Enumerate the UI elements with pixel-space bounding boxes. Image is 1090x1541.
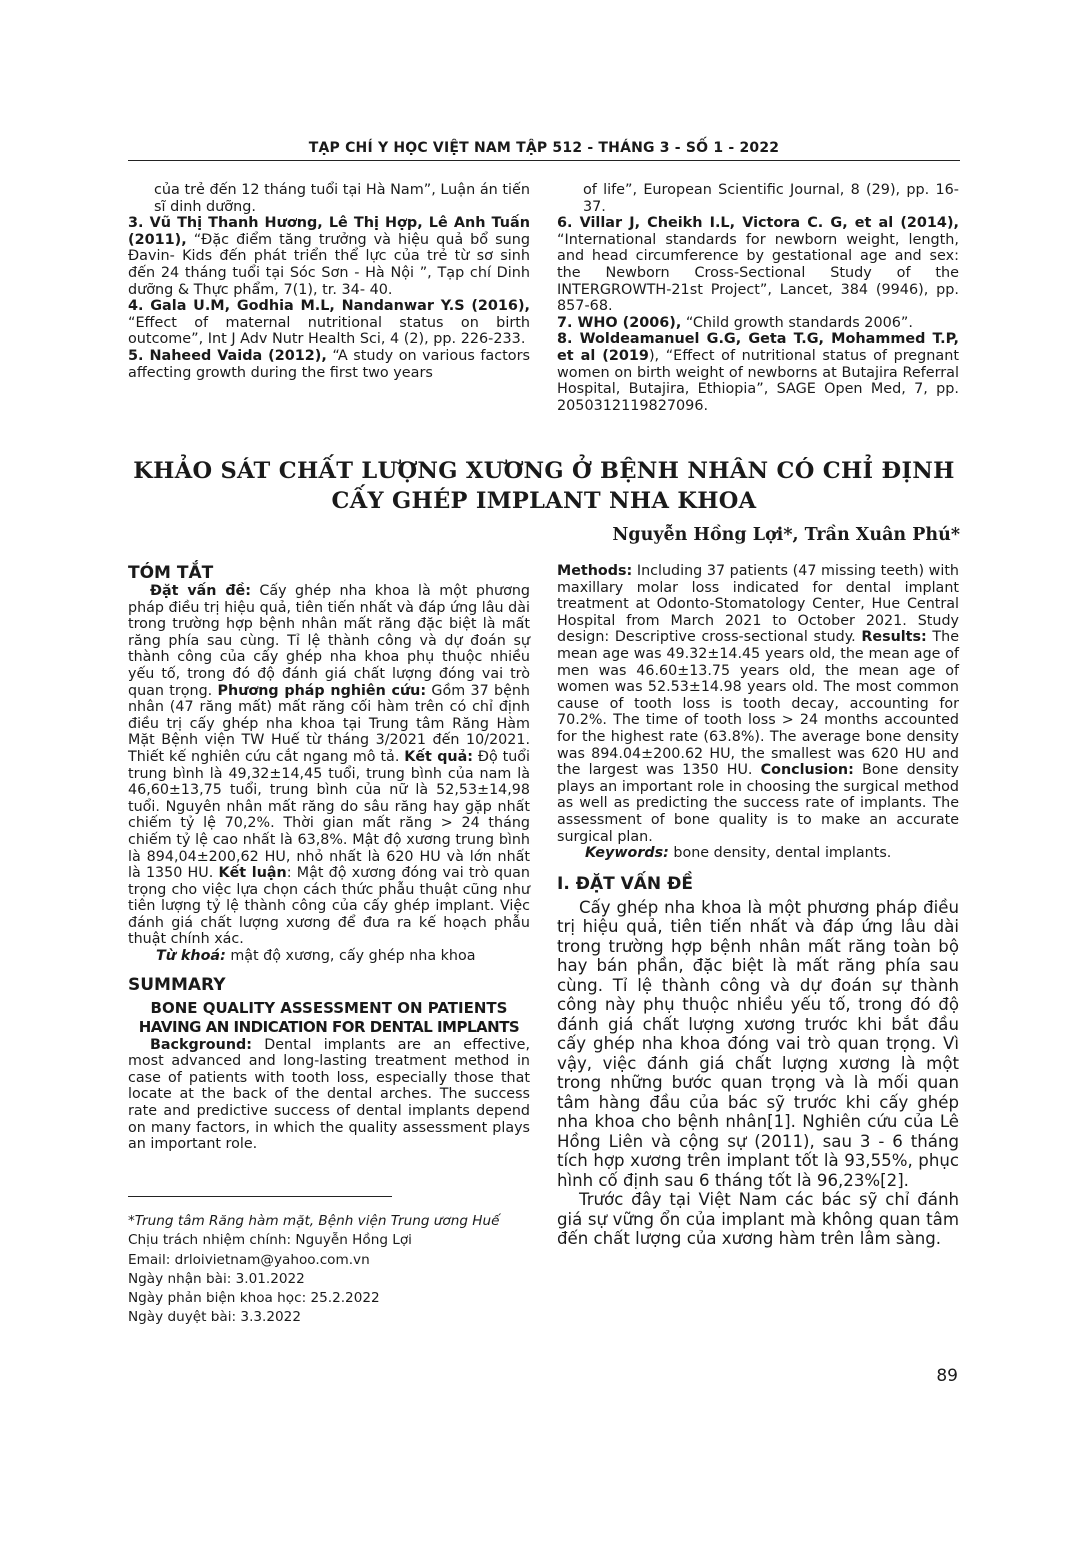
header-divider (128, 160, 960, 161)
footnote-email: Email: drloivietnam@yahoo.com.vn (128, 1251, 370, 1268)
footnote-affiliation: *Trung tâm Răng hàm mặt, Bệnh viện Trung ương Huế (128, 1213, 500, 1229)
summary-title-line: BONE QUALITY ASSESSMENT ON PATIENTS (150, 998, 508, 1017)
abstract-vi-body: Đặt vấn đề: Cấy ghép nha khoa là một phương pháp điều trị hiệu quả, tiên tiến nhất và đáp ứng lâu dài trong trường hợp bệnh nhân mất răng đặc biệt là mất răng phía sau cùng. Tỉ lệ thành công và dự đoán sự thành công của cấy ghép nha khoa phụ thuộc nhiều yếu tố, trong đó độ đánh giá chất lượng đóng vai trò quan trọng. Phương pháp nghiên cứu: Gồm 37 bệnh nhân (47 răng mất) mất răng cối hàm trên có chỉ định điều trị cấy ghép nha khoa tại Trung tâm Răng Hàm Mặt Bệnh viện TW Huế từ tháng 3/2021 đến 10/2021. Thiết kế nghiên cứu cắt ngang mô tả. Kết quả: Độ tuổi trung bình là 49,32±14,45 tuổi, trung bình của nam là 46,60±13,75 tuổi, trung bình của nữ là 52,53±14,98 tuổi. Nguyên nhân mất răng do sâu răng hay gặp nhất chiếm tỷ lệ 70,2%. Thời gian mất răng > 24 tháng chiếm tỷ lệ cao nhất là 63,8%. Mật độ xương trung bình là 894,04±200,62 HU, nhỏ nhất là 620 HU và lớn nhất là 1350 HU. Kết luận: Mật độ xương đóng vai trò quan trọng cho việc lựa chọn cách thức phẫu thuật cũng như tiên lượng tỷ lệ thành công của cấy ghép implant. Việc đánh giá chất lượng xương để đưa ra kế hoạch phẫu thuật chính xác. (128, 583, 530, 948)
article-authors: Nguyễn Hồng Lợi*, Trần Xuân Phú* (612, 525, 960, 545)
summary-heading: SUMMARY (128, 974, 226, 995)
reference-item: 3. Vũ Thị Thanh Hương, Lê Thị Hợp, Lê Anh Tuấn (2011), “Đặc điểm tăng trưởng và hiệu quả bổ sung Đavin- Kids đến phát triển thể lực của trẻ từ sơ sinh đến 24 tháng tuổi tại Sóc Sơn - Hà Nội ”, Tạp chí Dinh dưỡng & Thực phẩm, 7(1), tr. 34- 40. (128, 215, 530, 298)
left-column (128, 563, 530, 1153)
footnote (128, 1212, 500, 1328)
intro-paragraph: Cấy ghép nha khoa là một phương pháp điều trị hiệu quả, tiên tiến nhất và đáp ứng lâu dài trong trường hợp bệnh nhân mất răng toàn bộ hay bán phần, đặc biệt là mất răng phía sau cùng. Tỉ lệ thành công và dự đoán sự thành công này phụ thuộc nhiều yếu tố, trong đó độ đánh giá chất lượng xương trước khi bắt đầu cấy ghép nha khoa đóng vai trò quan trọng. Vì vậy, việc đánh giá chất lượng xương là một trong những bước quan trọng và là mối quan tâm hàng đầu của bác sỹ trước khi cấy ghép nha khoa cho bệnh nhân[1]. Nghiên cứu của Lê Hồng Liên và cộng sự (2011), sau 3 - 6 tháng tích hợp xương trên implant tốt là 93,55%, phục hình cố định sau 6 tháng tốt là 96,23%[2]. (557, 897, 959, 1190)
abstract-heading: TÓM TẮT (128, 563, 214, 583)
footnote-reviewed: Ngày phản biện khoa học: 25.2.2022 (128, 1290, 380, 1307)
page-number: 89 (936, 1366, 958, 1386)
reference-item: 8. Woldeamanuel G.G, Geta T.G, Mohammed T.P, et al (2019), “Effect of nutritional status of pregnant women on birth weight of newborns at Butajira Referral Hospital, Butajira, Ethiopia”, SAGE Open Med, 7, pp. 2050312119827096. (557, 331, 959, 414)
reference-item: 7. WHO (2006), “Child growth standards 2006”. (557, 314, 913, 331)
intro-paragraph: Trước đây tại Việt Nam các bác sỹ chỉ đánh giá sự vững ổn của implant mà không quan tâm đến chất lượng của xương hàm trên lâm sàng. (557, 1190, 959, 1249)
footnote-responsible: Chịu trách nhiệm chính: Nguyễn Hồng Lợi (128, 1232, 412, 1249)
article-title-line: CẤY GHÉP IMPLANT NHA KHOA (331, 488, 757, 514)
reference-item: 6. Villar J, Cheikh I.L, Victora C. G, et al (2014), “International standards for newborn weight, length, and head circumference by gestational age and sex: the Newborn Cross-Sectional Study of the INTERGROWTH-21st Project”, Lancet, 384 (9946), pp. 857-68. (557, 215, 959, 315)
summary-body-part2: Methods: Including 37 patients (47 missing teeth) with maxillary molar loss indicated for dental implant treatment at Odonto-Stomatology Center, Hue Central Hospital from March 2021 to October 2021. Study design: Descriptive cross-sectional study. Results: The mean age was 49.32±14.45 years old, the mean age of men was 46.60±13.75 years old, the mean age of women was 52.53±14.98 years old. The most common cause of tooth loss is tooth decay, accounting for 70.2%. The time of tooth loss > 24 months accounted for the highest rate (63.8%). The average bone density was 894.04±200.62 HU, the smallest was 620 HU and the largest was 1350 HU. Conclusion: Bone density plays an important role in choosing the surgical method as well as predicting the success rate of implants. The assessment of bone quality is to make an accurate surgical plan. (557, 563, 960, 845)
reference-item: 5. Naheed Vaida (2012), “A study on various factors affecting growth during the first two years (128, 347, 530, 381)
footnote-received: Ngày nhận bài: 3.01.2022 (128, 1270, 305, 1287)
footnote-divider (128, 1196, 392, 1197)
summary-title-line: HAVING AN INDICATION FOR DENTAL IMPLANTS (138, 1017, 520, 1036)
prev-references-left (128, 182, 530, 381)
right-column (557, 563, 959, 1249)
reference-continuation: của trẻ đến 12 tháng tuổi tại Hà Nam”, Luận án tiến sĩ dinh dưỡng. (154, 182, 530, 215)
intro-heading: I. ĐẶT VẤN ĐỀ (557, 873, 693, 894)
journal-header: TẠP CHÍ Y HỌC VIỆT NAM TẬP 512 - THÁNG 3 - SỐ 1 - 2022 (308, 140, 780, 156)
prev-references-right (557, 182, 959, 414)
summary-body-part1: Background: Dental implants are an effective, most advanced and long-lasting treatment method in case of patients with tooth loss, especially those that locate at the back of the dental arches. The success rate and predictive success of dental implants depend on many factors, in which the quality assessment plays an important role. (128, 1036, 530, 1153)
footnote-accepted: Ngày duyệt bài: 3.3.2022 (128, 1309, 301, 1326)
reference-item: 4. Gala U.M, Godhia M.L, Nandanwar Y.S (2016), “Effect of maternal nutritional status on birth outcome”, Int J Adv Nutr Health Sci, 4 (2), pp. 226-233. (128, 298, 530, 348)
article-title-line: KHẢO SÁT CHẤT LƯỢNG XƯƠNG Ở BỆNH NHÂN CÓ CHỈ ĐỊNH (133, 458, 955, 484)
article-title (128, 456, 960, 516)
keywords-vi: Từ khoá: mật độ xương, cấy ghép nha khoa (156, 948, 476, 965)
keywords-en: Keywords: bone density, dental implants. (585, 845, 892, 862)
summary-title (128, 999, 530, 1037)
reference-continuation: of life”, European Scientific Journal, 8 (29), pp. 16-37. (583, 182, 959, 215)
